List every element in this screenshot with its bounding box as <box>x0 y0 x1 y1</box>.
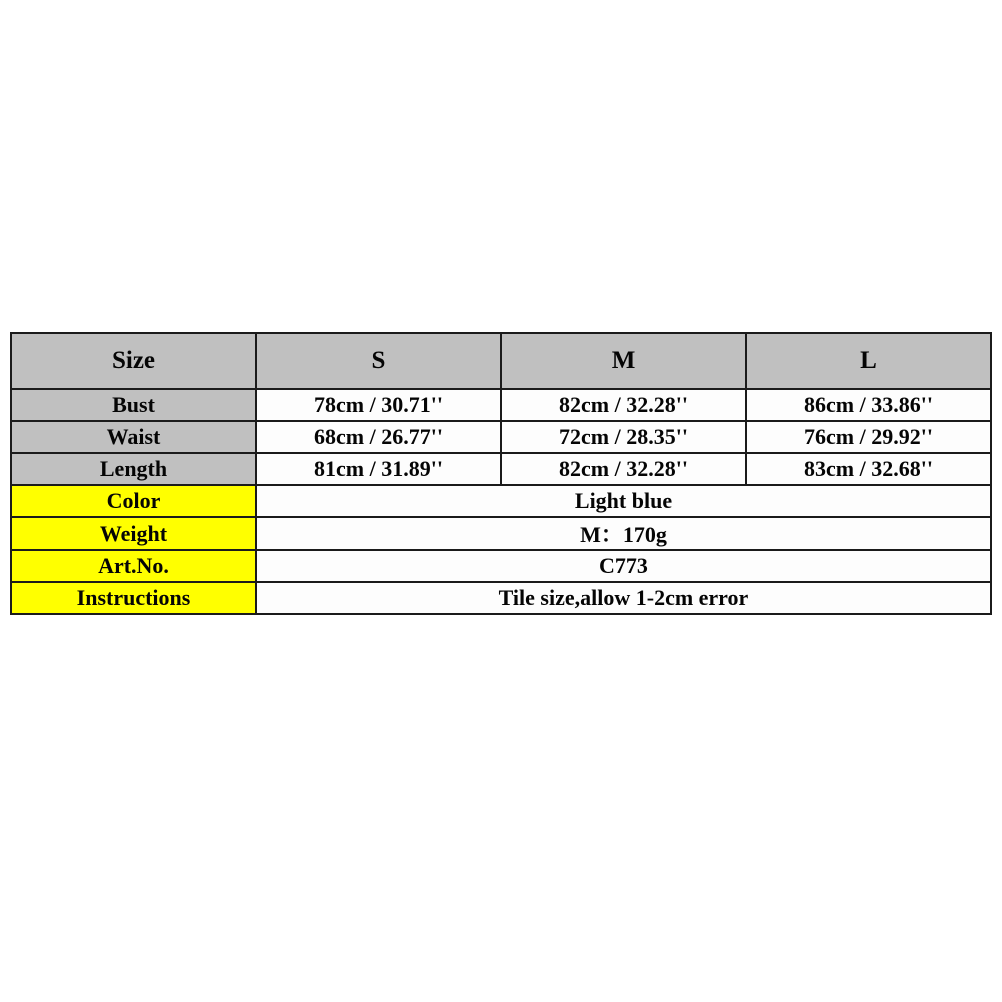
row-label-length: Length <box>11 453 256 485</box>
instructions-value: Tile size,allow 1-2cm error <box>256 582 991 614</box>
table-row-waist <box>11 421 991 453</box>
color-value: Light blue <box>256 485 991 517</box>
table-row-length <box>11 453 991 485</box>
row-label-bust: Bust <box>11 389 256 421</box>
table-row-artno <box>11 550 991 582</box>
header-row <box>11 333 991 389</box>
waist-value-m: 72cm / 28.35'' <box>501 421 746 453</box>
header-col-l: L <box>746 333 991 389</box>
table-row-weight <box>11 517 991 550</box>
row-label-artno: Art.No. <box>11 550 256 582</box>
bust-value-s: 78cm / 30.71'' <box>256 389 501 421</box>
table-row-bust <box>11 389 991 421</box>
weight-value: M：170g <box>256 517 991 550</box>
waist-value-s: 68cm / 26.77'' <box>256 421 501 453</box>
size-chart-table <box>10 332 992 615</box>
length-value-s: 81cm / 31.89'' <box>256 453 501 485</box>
row-label-color: Color <box>11 485 256 517</box>
table-row-color <box>11 485 991 517</box>
header-col-s: S <box>256 333 501 389</box>
bust-value-m: 82cm / 32.28'' <box>501 389 746 421</box>
bust-value-l: 86cm / 33.86'' <box>746 389 991 421</box>
length-value-l: 83cm / 32.68'' <box>746 453 991 485</box>
table-row-instructions <box>11 582 991 614</box>
row-label-instructions: Instructions <box>11 582 256 614</box>
artno-value: C773 <box>256 550 991 582</box>
header-size-label: Size <box>11 333 256 389</box>
length-value-m: 82cm / 32.28'' <box>501 453 746 485</box>
header-col-m: M <box>501 333 746 389</box>
waist-value-l: 76cm / 29.92'' <box>746 421 991 453</box>
row-label-waist: Waist <box>11 421 256 453</box>
row-label-weight: Weight <box>11 517 256 550</box>
